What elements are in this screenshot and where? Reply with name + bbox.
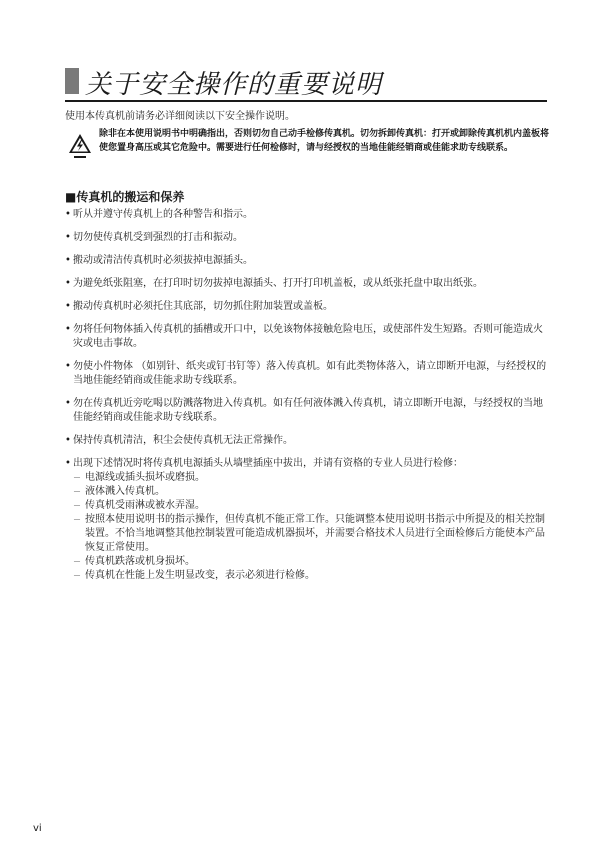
intro-text: 使用本传真机前请务必详细阅读以下安全操作说明。 <box>65 111 295 122</box>
safety-list <box>65 208 550 592</box>
sub-list-item: － 按照本使用说明书的指示操作，但传真机不能正常工作。只能调整本使用说明书指示中所提及的相关控制装置。不恰当地调整其他控制装置可能造成机器损坏，并需要合格技术人员进行全面检修后方能使本产品恢复正常使用。 <box>73 513 550 555</box>
list-item: • 勿在传真机近旁吃喝以防溅落物进入传真机。如有任何液体溅入传真机，请立即断开电源，与经授权的当地佳能经销商或佳能求助专线联系。 <box>65 397 550 425</box>
list-item: • 搬动传真机时必须托住其底部，切勿抓住附加装置或盖板。 <box>65 300 550 314</box>
page-title: 关于安全操作的重要说明 <box>85 70 383 100</box>
page-number: vi <box>33 823 42 834</box>
sub-list <box>73 471 550 583</box>
electric-shock-warning-icon <box>68 133 92 161</box>
list-item-with-subitems <box>65 457 550 583</box>
list-item-text: 出现下述情况时将传真机电源插头从墙壁插座中拔出，并请有资格的专业人员进行检修： <box>73 458 463 469</box>
sub-list-item: － 传真机在性能上发生明显改变，表示必须进行检修。 <box>73 569 550 583</box>
list-item: • 勿将任何物体插入传真机的插槽或开口中，以免该物体接触危险电压，或使部件发生短路。否则可能造成火灾或电击事故。 <box>65 323 550 351</box>
sub-list-item: － 传真机受雨淋或被水弄湿。 <box>73 499 550 513</box>
title-marker <box>65 68 79 94</box>
sub-list-item: － 液体溅入传真机。 <box>73 485 550 499</box>
section-heading: ■传真机的搬运和保养 <box>65 190 185 204</box>
page-header <box>65 64 547 102</box>
list-item: • 切勿使传真机受到强烈的打击和振动。 <box>65 231 550 245</box>
list-item: • 搬动或清洁传真机时必须拔掉电源插头。 <box>65 254 550 268</box>
sub-list-item: － 传真机跌落或机身损坏。 <box>73 555 550 569</box>
list-item: • 勿使小件物体 （如别针、纸夹或钉书钉等）落入传真机。如有此类物体落入，请立即断开电源，与经授权的当地佳能经销商或佳能求助专线联系。 <box>65 360 550 388</box>
safety-warning: 除非在本使用说明书中明确指出，否则切勿自己动手检修传真机。切勿拆卸传真机：打开或卸除传真机机内盖板将使您置身高压或其它危险中。需要进行任何检修时，请与经授权的当地佳能经销商或佳能求助专线联系。 <box>99 129 550 153</box>
list-item: • 为避免纸张阻塞，在打印时切勿拔掉电源插头、打开打印机盖板，或从纸张托盘中取出纸张。 <box>65 277 550 291</box>
sub-list-item: － 电源线或插头损坏或磨损。 <box>73 471 550 485</box>
list-item: • 听从并遵守传真机上的各种警告和指示。 <box>65 208 550 222</box>
list-item: • 保持传真机清洁，积尘会使传真机无法正常操作。 <box>65 434 550 448</box>
